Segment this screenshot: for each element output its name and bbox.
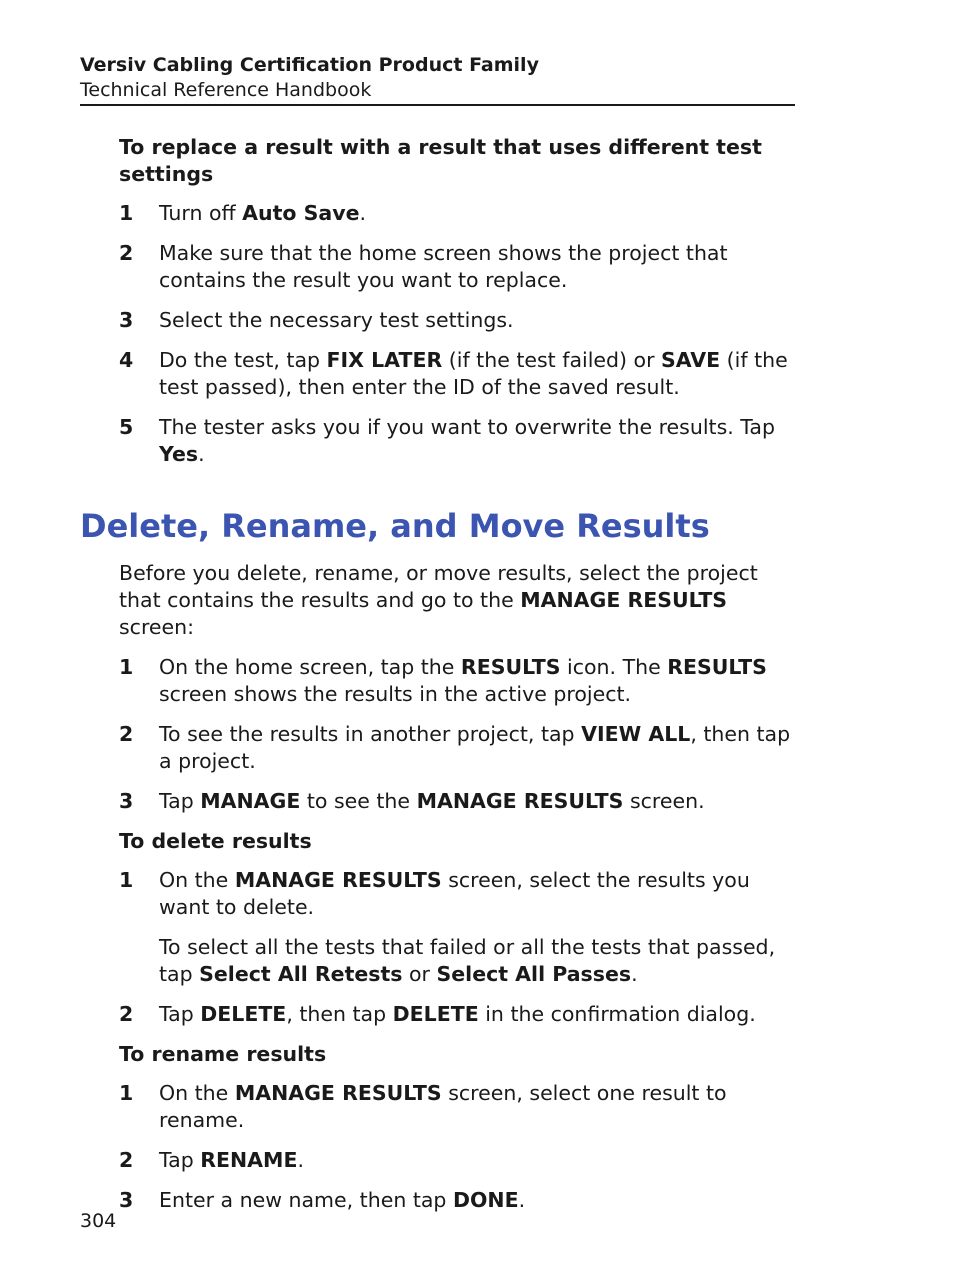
text-run: to see the [300,789,417,813]
bold-term: RESULTS [460,655,561,679]
text-run: Turn off [159,201,243,225]
list-item [80,1147,796,1174]
step-text [159,1001,796,1028]
text-run: Tap [159,789,201,813]
text-run: . [297,1148,304,1172]
text-run: To see the results in another project, tap [159,722,582,746]
page-body [80,134,796,1227]
header-rule [80,104,795,106]
text-run: . [518,1188,526,1212]
text-run: . [631,962,638,986]
text-run: On the [159,868,235,892]
text-run: (if the test failed) or [442,348,662,372]
list-item [80,867,796,921]
list-item [80,721,796,775]
step-text [159,1080,796,1134]
list-item [80,654,796,708]
step-number: 2 [119,1148,134,1172]
bold-term: Select All Passes [436,962,632,986]
section-steps [80,654,796,815]
step-number: 1 [119,868,134,892]
text-run: On the [159,1081,235,1105]
text-run: Tap [159,1148,201,1172]
step-text [159,654,796,708]
list-item [80,1080,796,1134]
step-number: 2 [119,1002,134,1026]
text-run: To select all the tests that failed or all the tests that passed, tap [159,935,776,986]
bold-term: Yes [159,442,199,466]
bold-term: Select All Retests [199,962,403,986]
page-number: 304 [80,1210,117,1232]
list-item [80,240,796,294]
bold-term: DELETE [392,1002,479,1026]
text-run: , then tap [286,1002,393,1026]
text-run: The tester asks you if you want to overwrite the results. Tap [159,415,775,439]
bold-term: DELETE [200,1002,287,1026]
bold-term: RENAME [200,1148,298,1172]
text-run: or [402,962,437,986]
step-text [159,1187,796,1214]
list-item [80,347,796,401]
replace-steps [80,200,796,468]
text-run: Select the necessary test settings. [159,308,514,332]
list-item [80,200,796,227]
list-item [80,307,796,334]
bold-term: RESULTS [667,655,767,679]
list-item [80,788,796,815]
procedure-heading-replace: To replace a result with a result that uses different test settings [119,135,762,186]
text-run: screen, select one result to rename. [159,1081,727,1132]
step-number: 3 [119,789,134,813]
text-run: in the confirmation dialog. [478,1002,756,1026]
text-run: (if the test passed), then enter the ID of the saved result. [159,348,788,399]
bold-term: MANAGE RESULTS [234,1081,442,1105]
step-number: 1 [119,201,134,225]
delete-note [159,934,796,988]
section-title: Delete, Rename, and Move Results [80,507,710,545]
running-header-subtitle: Technical Reference Handbook [80,79,372,101]
procedure-heading-delete: To delete results [119,829,312,853]
text-run: , then tap a project. [159,722,791,773]
rename-steps [80,1080,796,1214]
bold-term: VIEW ALL [581,722,691,746]
step-number: 2 [119,241,134,265]
step-number: 5 [119,415,134,439]
step-text [159,307,796,334]
section-intro [119,560,796,641]
text-run: On the home screen, tap the [159,655,461,679]
bold-term: MANAGE RESULTS [234,868,442,892]
text-run: screen shows the results in the active project. [159,682,632,706]
step-text [159,347,796,401]
step-text [159,200,796,227]
running-header-title: Versiv Cabling Certification Product Family [80,54,539,76]
step-number: 3 [119,1188,134,1212]
text-run: screen, select the results you want to delete. [159,868,750,919]
step-number: 3 [119,308,134,332]
text-run: Do the test, tap [159,348,327,372]
step-text [159,721,796,775]
step-number: 1 [119,1081,134,1105]
text-run: screen: [119,615,195,639]
bold-term: MANAGE RESULTS [416,789,624,813]
text-run: icon. The [560,655,668,679]
list-item [80,414,796,468]
bold-term: Auto Save [242,201,360,225]
text-run: Before you delete, rename, or move results, select the project that contains the results and go to the [119,561,758,612]
text-run: screen. [623,789,705,813]
step-text [159,867,796,921]
step-text [159,788,796,815]
text-run: Enter a new name, then tap [159,1188,453,1212]
bold-term: MANAGE RESULTS [520,588,728,612]
procedure-heading-rename: To rename results [119,1042,327,1066]
list-item [80,1187,796,1214]
step-text [159,240,796,294]
step-number: 2 [119,722,134,746]
step-number: 1 [119,655,134,679]
bold-term: DONE [452,1188,519,1212]
text-run: Tap [159,1002,201,1026]
bold-term: MANAGE [200,789,301,813]
bold-term: SAVE [661,348,721,372]
step-text [159,414,796,468]
step-text [159,1147,796,1174]
step-number: 4 [119,348,134,372]
text-run: . [198,442,205,466]
bold-term: FIX LATER [326,348,443,372]
list-item [80,1001,796,1028]
text-run: Make sure that the home screen shows the project that contains the result you want to replace. [159,241,728,292]
text-run: . [359,201,367,225]
